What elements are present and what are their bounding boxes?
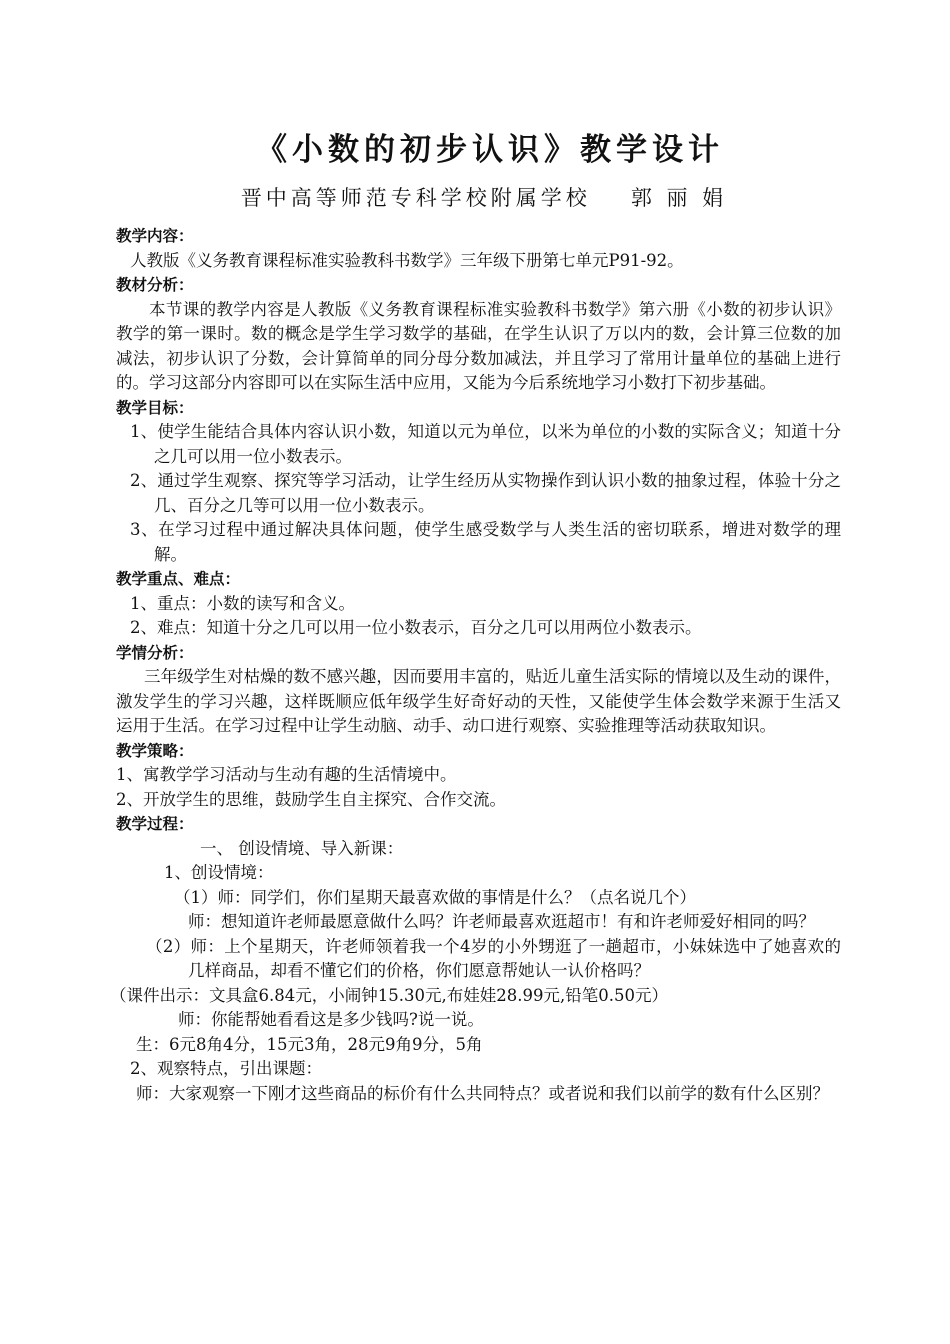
- goal-item: 3、在学习过程中通过解决具体问题，使学生感受数学与人类生活的密切联系，增进对数学的理解。: [130, 520, 841, 564]
- process-line: 2、观察特点，引出课题：: [130, 1059, 322, 1078]
- document-body: [110, 224, 841, 1106]
- section-heading-content: 教学内容：: [116, 227, 194, 245]
- school-name: 晋中高等师范专科学校附属学校: [240, 186, 591, 210]
- process-line: 师：大家观察一下刚才这些商品的标价有什么共同特点？或者说和我们以前学的数有什么区别？: [136, 1083, 829, 1103]
- strategy-item: 2、开放学生的思维，鼓励学生自主探究、合作交流。: [116, 789, 506, 809]
- section-heading-analysis: 教材分析：: [116, 276, 194, 294]
- goal-item: 2、通过学生观察、探究等学习活动，让学生经历从实物操作到认识小数的抽象过程，体验十分之几、百分之几等可以用一位小数表示。: [130, 471, 841, 515]
- section-heading-goals: 教学目标：: [116, 398, 194, 417]
- process-line: （1）师：同学们，你们星期天最喜欢做的事情是什么？（点名说几个）: [174, 887, 696, 907]
- process-line: （课件出示：文具盒6.84元，小闹钟15.30元,布娃娃28.99元,铅笔0.50元）: [110, 985, 668, 1005]
- students-text: 三年级学生对枯燥的数不感兴趣，因而要用丰富的，贴近儿童生活实际的情境以及生动的课件，激发学生的学习兴趣，这样既顺应低年级学生好奇好动的天性，又能使学生体会数学来源于生活又运用于生活。在学习过程中让学生动脑、动手、动口进行观察、实验推理等活动获取知识。: [116, 667, 841, 735]
- content-text: 人教版《义务教育课程标准实验教科书数学》三年级下册第七单元P91-92。: [130, 250, 684, 270]
- process-line: 1、创设情境：: [164, 863, 274, 882]
- section-heading-strategy: 教学策略：: [116, 741, 194, 760]
- strategy-item: 1、寓教学学习活动与生动有趣的生活情境中。: [116, 765, 457, 784]
- process-line: （2）师：上个星期天，许老师领着我一个4岁的小外甥逛了一趟超市，小妹妹选中了她喜欢的几样商品，却看不懂它们的价格，你们愿意帮她认一认价格吗？: [146, 936, 841, 980]
- analysis-text: 本节课的教学内容是人教版《义务教育课程标准实验教科书数学》第六册《小数的初步认识》教学的第一课时。数的概念是学生学习数学的基础，在学生认识了万以内的数，会计算三位数的加减法，初步认识了分数，会计算简单的同分母分数加减法，并且学习了常用计量单位的基础上进行的。学习这部分内容即可以在实际生活中应用，又能为今后系统地学习小数打下初步基础。: [116, 299, 841, 392]
- author-name: 郭 丽 娟: [630, 186, 728, 210]
- section-heading-process: 教学过程：: [116, 815, 194, 833]
- process-line: 一、 创设情境、导入新课：: [200, 838, 404, 858]
- keypoint-item: 2、难点：知道十分之几可以用一位小数表示，百分之几可以用两位小数表示。: [130, 618, 702, 637]
- section-heading-students: 学情分析：: [116, 643, 194, 662]
- document-subtitle: [0, 182, 950, 214]
- process-line: 生：6元8角4分，15元3角，28元9角9分，5角: [136, 1034, 483, 1054]
- section-heading-keypoints: 教学重点、难点：: [116, 570, 241, 588]
- process-line: 师：你能帮她看看这是多少钱吗?说一说。: [178, 1010, 484, 1029]
- process-line: 师：想知道许老师最愿意做什么吗？许老师最喜欢逛超市！有和许老师爱好相同的吗？: [188, 912, 815, 931]
- goal-item: 1、使学生能结合具体内容认识小数，知道以元为单位，以米为单位的小数的实际含义；知道十分之几可以用一位小数表示。: [130, 422, 841, 466]
- keypoint-item: 1、重点：小数的读写和含义。: [130, 593, 355, 613]
- document-title: 《小数的初步认识》教学设计: [256, 132, 724, 168]
